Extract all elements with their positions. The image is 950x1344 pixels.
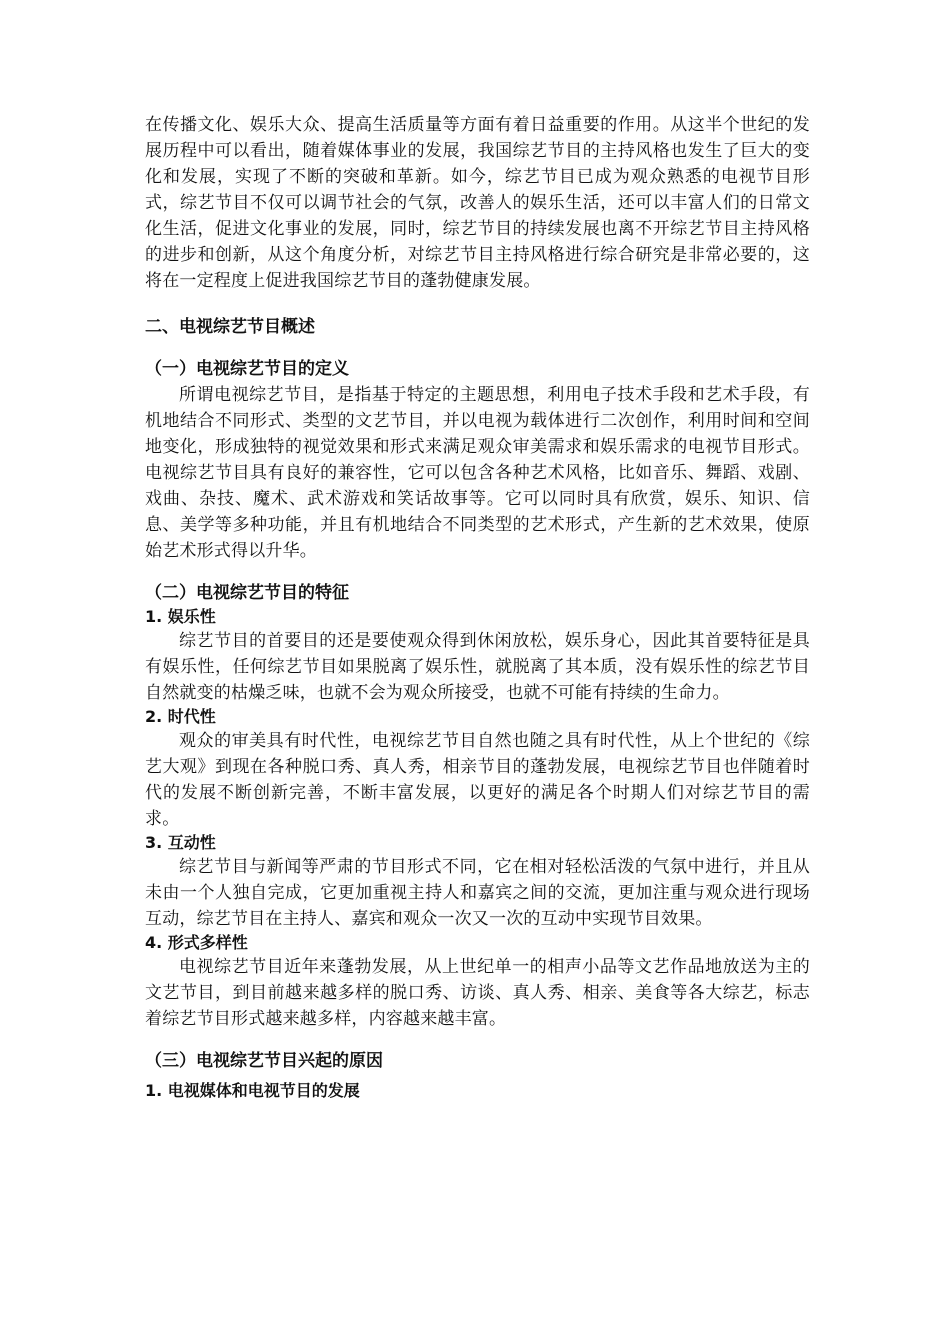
feature-title-entertainment: 1. 娱乐性 bbox=[145, 607, 216, 626]
feature-paragraph-timeliness: 观众的审美具有时代性，电视综艺节目自然也随之具有时代性，从上个世纪的《综艺大观》到现在各种脱口秀、真人秀，相亲节目的蓬勃发展，电视综艺节目也伴随着时代的发展不断创新完善，不断丰富发展，以更好的满足各个时期人们对综艺节目的需求。 bbox=[145, 731, 810, 829]
feature-title-diversity: 4. 形式多样性 bbox=[145, 933, 248, 952]
section-heading-overview: 二、电视综艺节目概述 bbox=[145, 317, 315, 337]
subsection-heading-features: （二）电视综艺节目的特征 bbox=[145, 583, 349, 603]
intro-paragraph: 在传播文化、娱乐大众、提高生活质量等方面有着日益重要的作用。从这半个世纪的发展历程中可以看出，随着媒体事业的发展，我国综艺节目的主持风格也发生了巨大的变化和发展，实现了不断的突破和革新。如今，综艺节目已成为观众熟悉的电视节目形式，综艺节目不仅可以调节社会的气氛，改善人的娱乐生活，还可以丰富人们的日常文化生活，促进文化事业的发展，同时，综艺节目的持续发展也离不开综艺节目主持风格的进步和创新，从这个角度分析，对综艺节目主持风格进行综合研究是非常必要的，这将在一定程度上促进我国综艺节目的蓬勃健康发展。 bbox=[145, 115, 810, 291]
subsection-heading-reasons: （三）电视综艺节目兴起的原因 bbox=[145, 1051, 383, 1071]
definition-paragraph: 所谓电视综艺节目，是指基于特定的主题思想，利用电子技术手段和艺术手段，有机地结合不同形式、类型的文艺节目，并以电视为载体进行二次创作，利用时间和空间地变化，形成独特的视觉效果和形式来满足观众审美需求和娱乐需求的电视节目形式。电视综艺节目具有良好的兼容性，它可以包含各种艺术风格，比如音乐、舞蹈、戏剧、戏曲、杂技、魔术、武术游戏和笑话故事等。它可以同时具有欣赏，娱乐、知识、信息、美学等多种功能，并且有机地结合不同类型的艺术形式，产生新的艺术效果，使原始艺术形式得以升华。 bbox=[145, 385, 810, 561]
feature-title-interactivity: 3. 互动性 bbox=[145, 833, 216, 852]
feature-paragraph-entertainment: 综艺节目的首要目的还是要使观众得到休闲放松，娱乐身心，因此其首要特征是具有娱乐性，任何综艺节目如果脱离了娱乐性，就脱离了其本质，没有娱乐性的综艺节目自然就变的枯燥乏味，也就不会为观众所接受，也就不可能有持续的生命力。 bbox=[145, 631, 810, 703]
document-page bbox=[145, 112, 810, 1102]
feature-paragraph-diversity: 电视综艺节目近年来蓬勃发展，从上世纪单一的相声小品等文艺作品地放送为主的文艺节目，到目前越来越多样的脱口秀、访谈、真人秀、相亲、美食等各大综艺，标志着综艺节目形式越来越多样，内容越来越丰富。 bbox=[145, 957, 810, 1029]
feature-paragraph-interactivity: 综艺节目与新闻等严肃的节目形式不同，它在相对轻松活泼的气氛中进行，并且从未由一个人独自完成，它更加重视主持人和嘉宾之间的交流，更加注重与观众进行现场互动，综艺节目在主持人、嘉宾和观众一次又一次的互动中实现节目效果。 bbox=[145, 857, 810, 929]
reason-title-media-development: 1. 电视媒体和电视节目的发展 bbox=[145, 1081, 360, 1100]
subsection-heading-definition: （一）电视综艺节目的定义 bbox=[145, 359, 349, 379]
feature-title-timeliness: 2. 时代性 bbox=[145, 707, 216, 726]
